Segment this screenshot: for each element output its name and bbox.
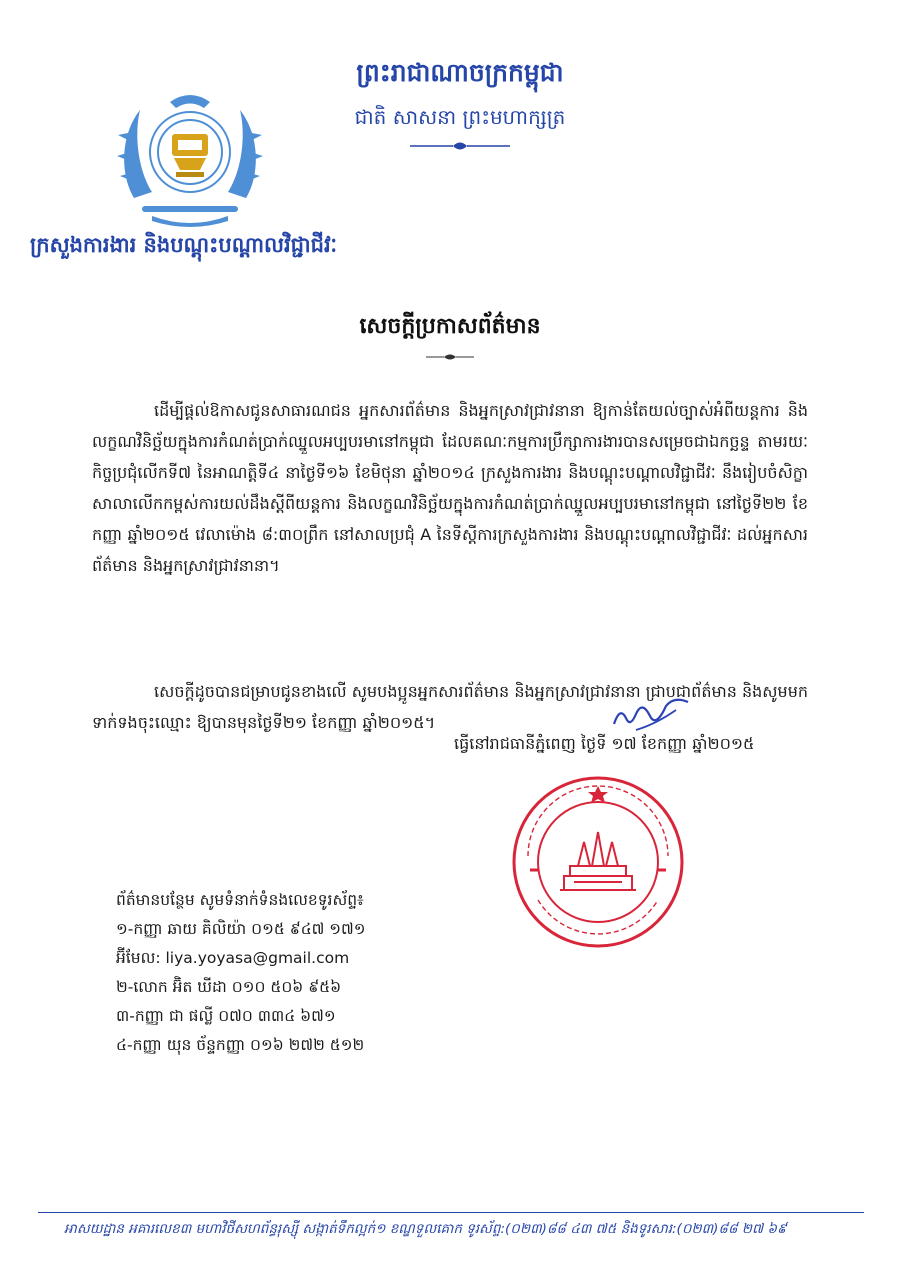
contact-heading: ព័ត៌មានបន្ថែម សូមទំនាក់ទំនងលេខទូរស័ព្ទ៖	[116, 891, 364, 909]
document-title: សេចក្តីប្រកាសព័ត៌មាន	[359, 314, 541, 339]
contact-line: ១-កញ្ញា ឆាយ គិលិយ៉ា ០១៥ ៩៤៧ ១៧១	[116, 920, 366, 938]
kingdom-header	[300, 58, 620, 152]
contact-line: ២-លោក អ៊ិត ឃីដា ០១០ ៥០៦ ៩៥៦	[116, 978, 342, 996]
contact-email: អ៊ីមែល: liya.yoyasa@gmail.com	[116, 949, 350, 967]
body-paragraph-1: ដើម្បីផ្តល់ឱកាសជូនសាធារណជន អ្នកសារព័ត៌មាន និងអ្នកស្រាវជ្រាវនានា ឱ្យកាន់តែយល់ច្បាស់អំពីយន្តការ និងលក្ខណវិនិច្ឆ័យក្នុងការកំណត់ប្រាក់ឈ្នួលអប្បបរមានៅកម្ពុជា ដែលគណៈកម្មការប្រឹក្សាការងារបានសម្រេចជាឯកច្ឆន្ទ តាមរយៈកិច្ចប្រជុំលើកទី៧ នៃអាណត្តិទី៤ នាថ្ងៃទី១៦ ខែមិថុនា ឆ្នាំ២០១៤ ក្រសួងការងារ និងបណ្តុះបណ្តាលវិជ្ជាជីវៈ នឹងរៀបចំសិក្ខាសាលាលើកកម្ពស់ការយល់ដឹងស្តីពីយន្តការ និងលក្ខណវិនិច្ឆ័យក្នុងការកំណត់ប្រាក់ឈ្នួលអប្បបរមានៅកម្ពុជា នៅថ្ងៃទី២២ ខែកញ្ញា ឆ្នាំ២០១៥ វេលាម៉ោង ៨:៣០ព្រឹក នៅសាលប្រជុំ A នៃទីស្តីការក្រសួងការងារ និងបណ្តុះបណ្តាលវិជ្ជាជីវៈ ដល់អ្នកសារព័ត៌មាន និងអ្នកស្រាវជ្រាវនានា។	[92, 401, 808, 575]
contact-info	[116, 886, 365, 1060]
signature-icon	[606, 696, 696, 736]
contact-line: ៣-កញ្ញា ជា ផល្លី ០៧០ ៣៣៤ ៦៧១	[116, 1007, 336, 1025]
kingdom-title: ព្រះរាជាណាចក្រកម្ពុជា	[356, 58, 564, 87]
national-motto: ជាតិ សាសនា ព្រះមហាក្សត្រ	[354, 105, 566, 129]
official-seal-icon	[508, 772, 688, 952]
body-paragraph-2: សេចក្តីដូចបានជម្រាបជូនខាងលើ សូមបងប្អូនអ្នកសារព័ត៌មាន និងអ្នកស្រាវជ្រាវនានា ជ្រាបជាព័ត៌មាន និងសូមមកទាក់ទងចុះឈ្មោះ ឱ្យបានមុនថ្ងៃទី២១ ខែកញ្ញា ឆ្នាំ២០១៥។	[92, 682, 808, 732]
contact-line: ៤-កញ្ញា យុន ច័ន្ទកញ្ញា ០១៦ ២៧២ ៥១២	[116, 1036, 365, 1054]
ornament-divider-icon	[405, 140, 515, 152]
footer-address: អាសយដ្ឋាន អគារលេខ៣ មហាវិថីសហព័ន្ធរុស្ស៊ី សង្កាត់ទឹកល្អក់១ ខណ្ឌទួលគោក ទូរស័ព្ទ:(០២៣)៨៨ ៤៣ ៧៥ និងទូរសារ:(០២៣)៨៨ ២៧ ៦៩	[64, 1221, 787, 1237]
date-line: ធ្វើនៅរាជធានីភ្នំពេញ ថ្ងៃទី ១៧ ខែកញ្ញា ឆ្នាំ២០១៥	[454, 734, 755, 753]
ministry-logo-icon	[112, 80, 268, 230]
footer-divider	[38, 1212, 864, 1213]
ministry-name: ក្រសួងការងារ និងបណ្តុះបណ្តាលវិជ្ជាជីវៈ	[30, 233, 338, 257]
title-ornament-icon	[424, 352, 476, 362]
